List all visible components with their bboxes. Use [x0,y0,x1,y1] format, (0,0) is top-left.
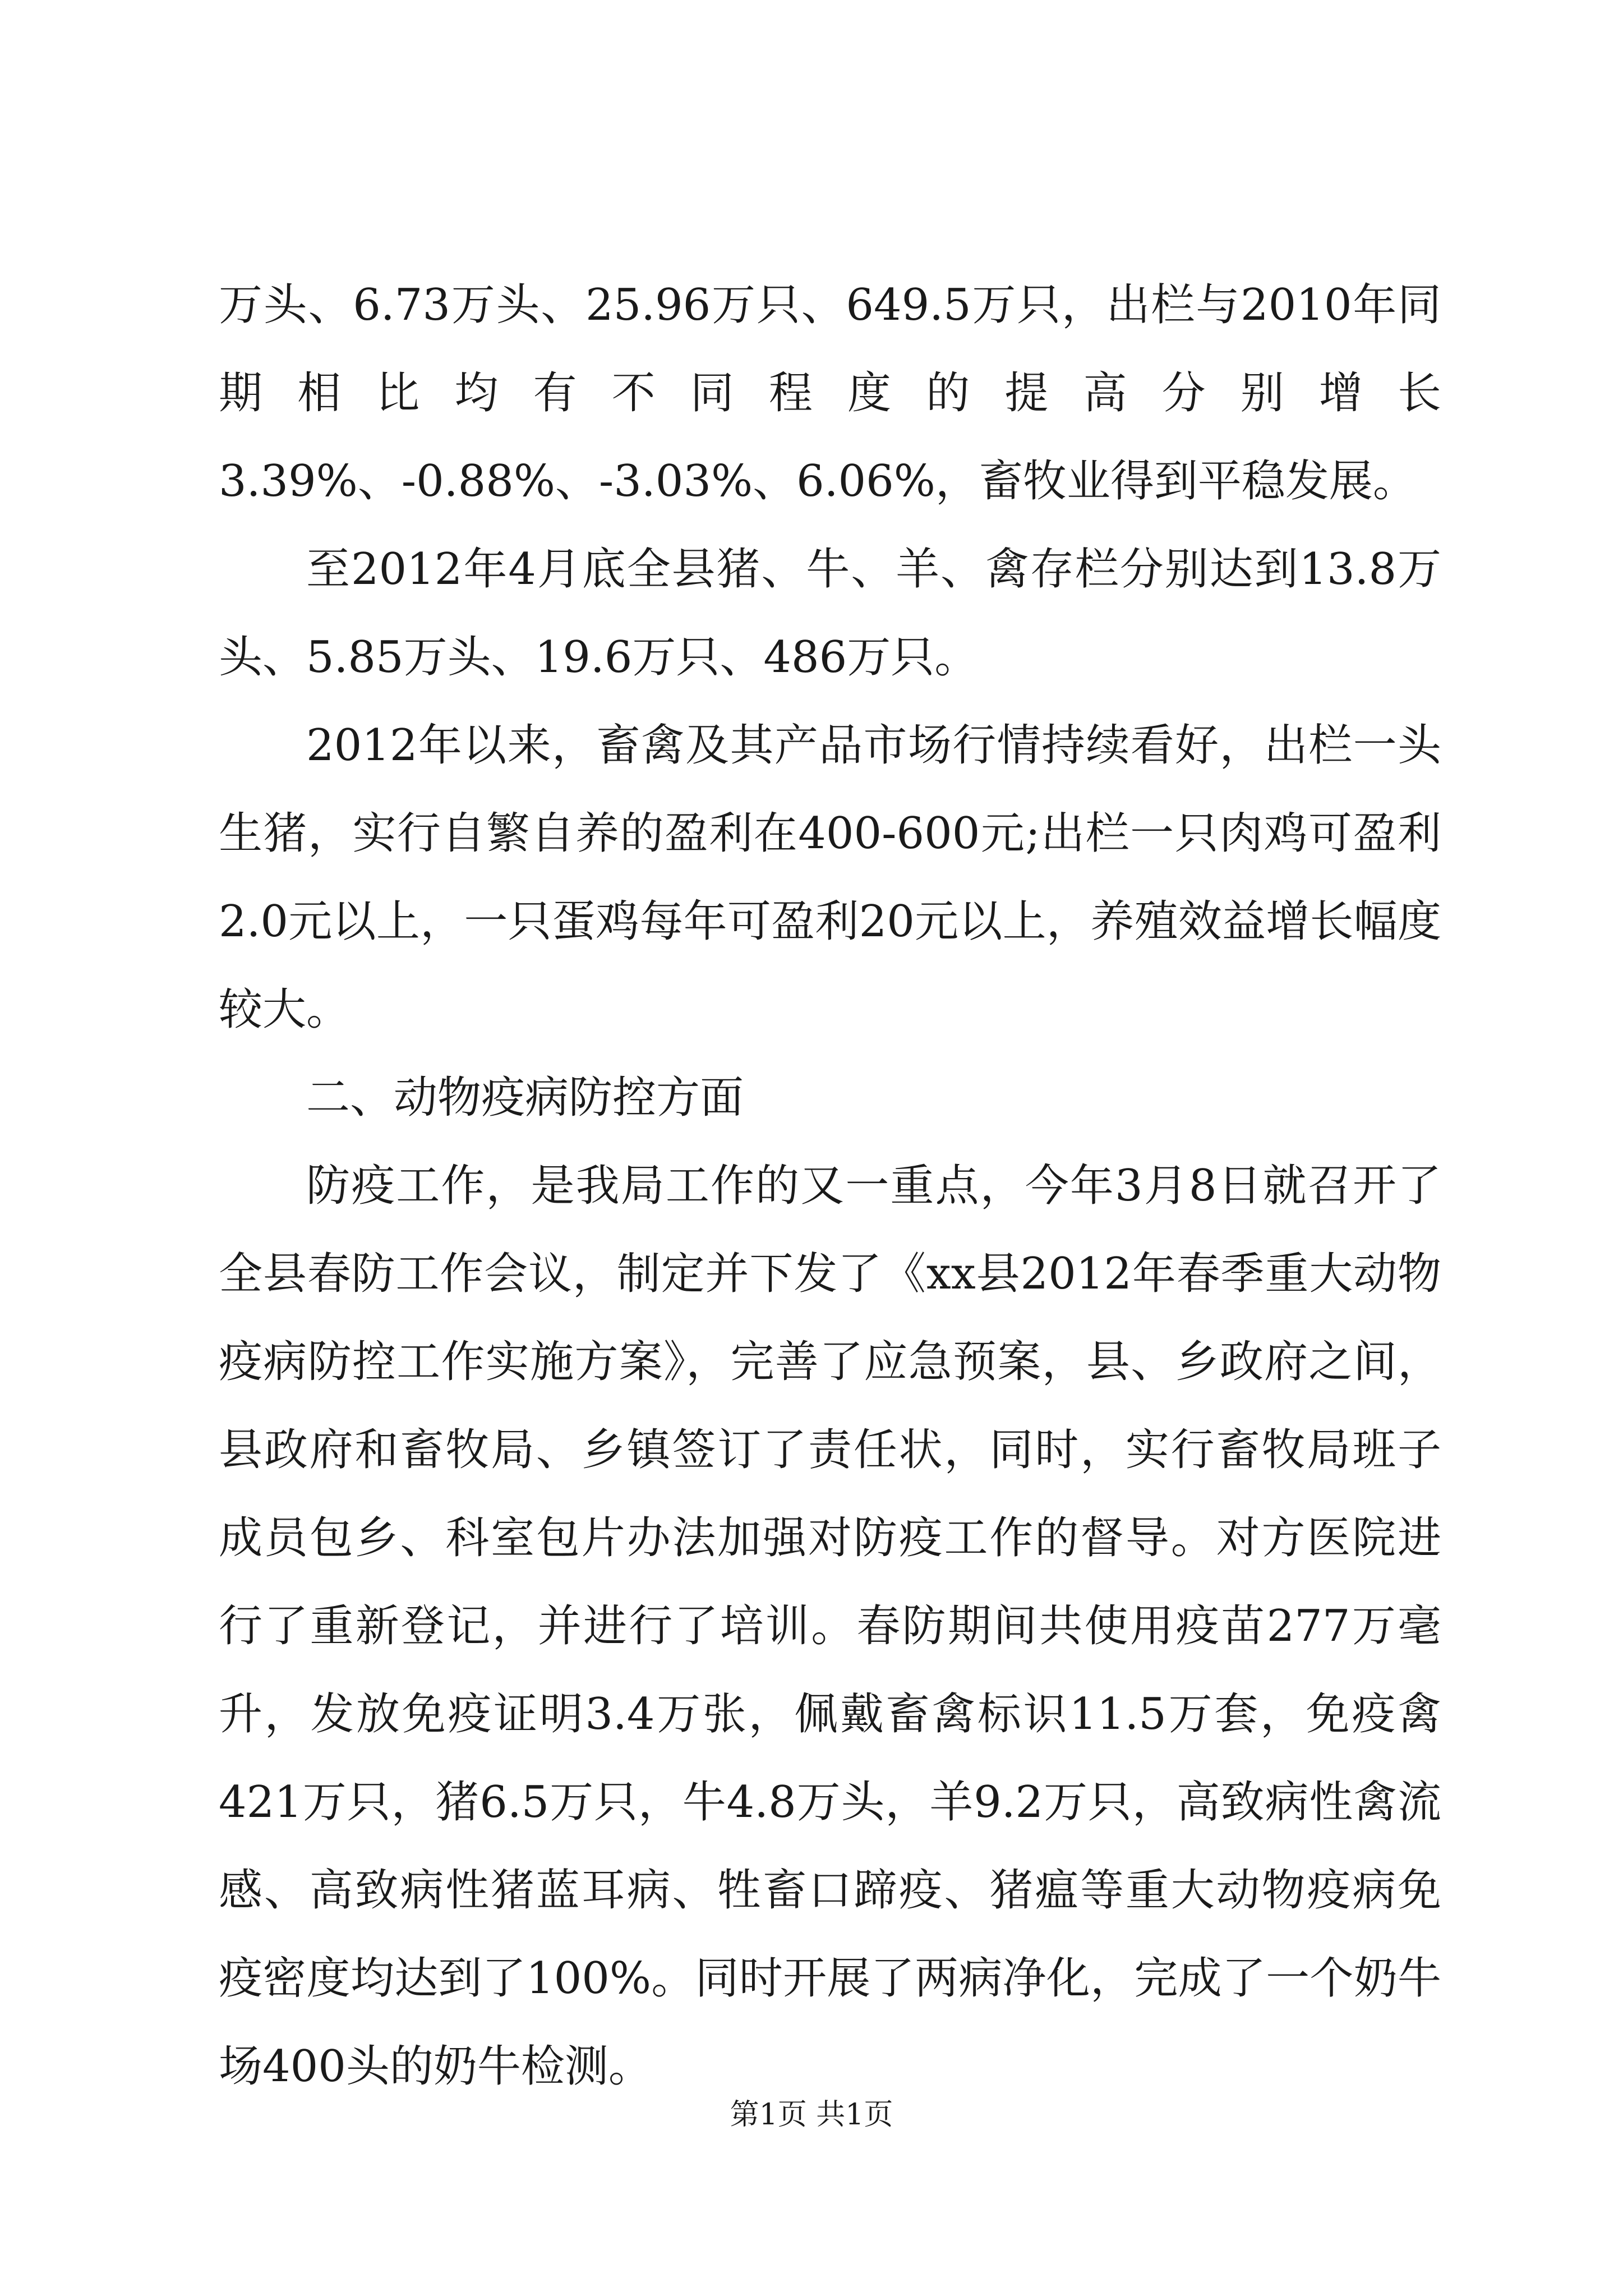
paragraph-3: 2012年以来，畜禽及其产品市场行情持续看好，出栏一头生猪，实行自繁自养的盈利在400-600元;出栏一只肉鸡可盈利2.0元以上，一只蛋鸡每年可盈利20元以上，养殖效益增长幅度较大。 [219,720,1441,1035]
document-body [219,261,1441,2111]
section-heading: 二、动物疫病防控方面 [306,1073,744,1123]
page-footer: 第1页 共1页 [730,2098,893,2132]
paragraph-1: 万头、6.73万头、25.96万只、649.5万只，出栏与2010年同期相比均有不同程度的提高分别增长3.39%、-0.88%、-3.03%、6.06%，畜牧业得到平稳发展。 [219,280,1441,507]
paragraph-5: 防疫工作，是我局工作的又一重点，今年3月8日就召开了全县春防工作会议，制定并下发了《xx县2012年春季重大动物疫病防控工作实施方案》，完善了应急预案，县、乡政府之间，县政府和畜牧局、乡镇签订了责任状，同时，实行畜牧局班子成员包乡、科室包片办法加强对防疫工作的督导。对方医院进行了重新登记，并进行了培训。春防期间共使用疫苗277万毫升，发放免疫证明3.4万张，佩戴畜禽标识11.5万套，免疫禽421万只，猪6.5万只，牛4.8万头，羊9.2万只，高致病性禽流感、高致病性猪蓝耳病、牲畜口蹄疫、猪瘟等重大动物疫病免疫密度均达到了100%。同时开展了两病净化，完成了一个奶牛场400头的奶牛检测。 [219,1161,1441,2092]
paragraph-2: 至2012年4月底全县猪、牛、羊、禽存栏分别达到13.8万头、5.85万头、19.6万只、486万只。 [219,544,1441,683]
